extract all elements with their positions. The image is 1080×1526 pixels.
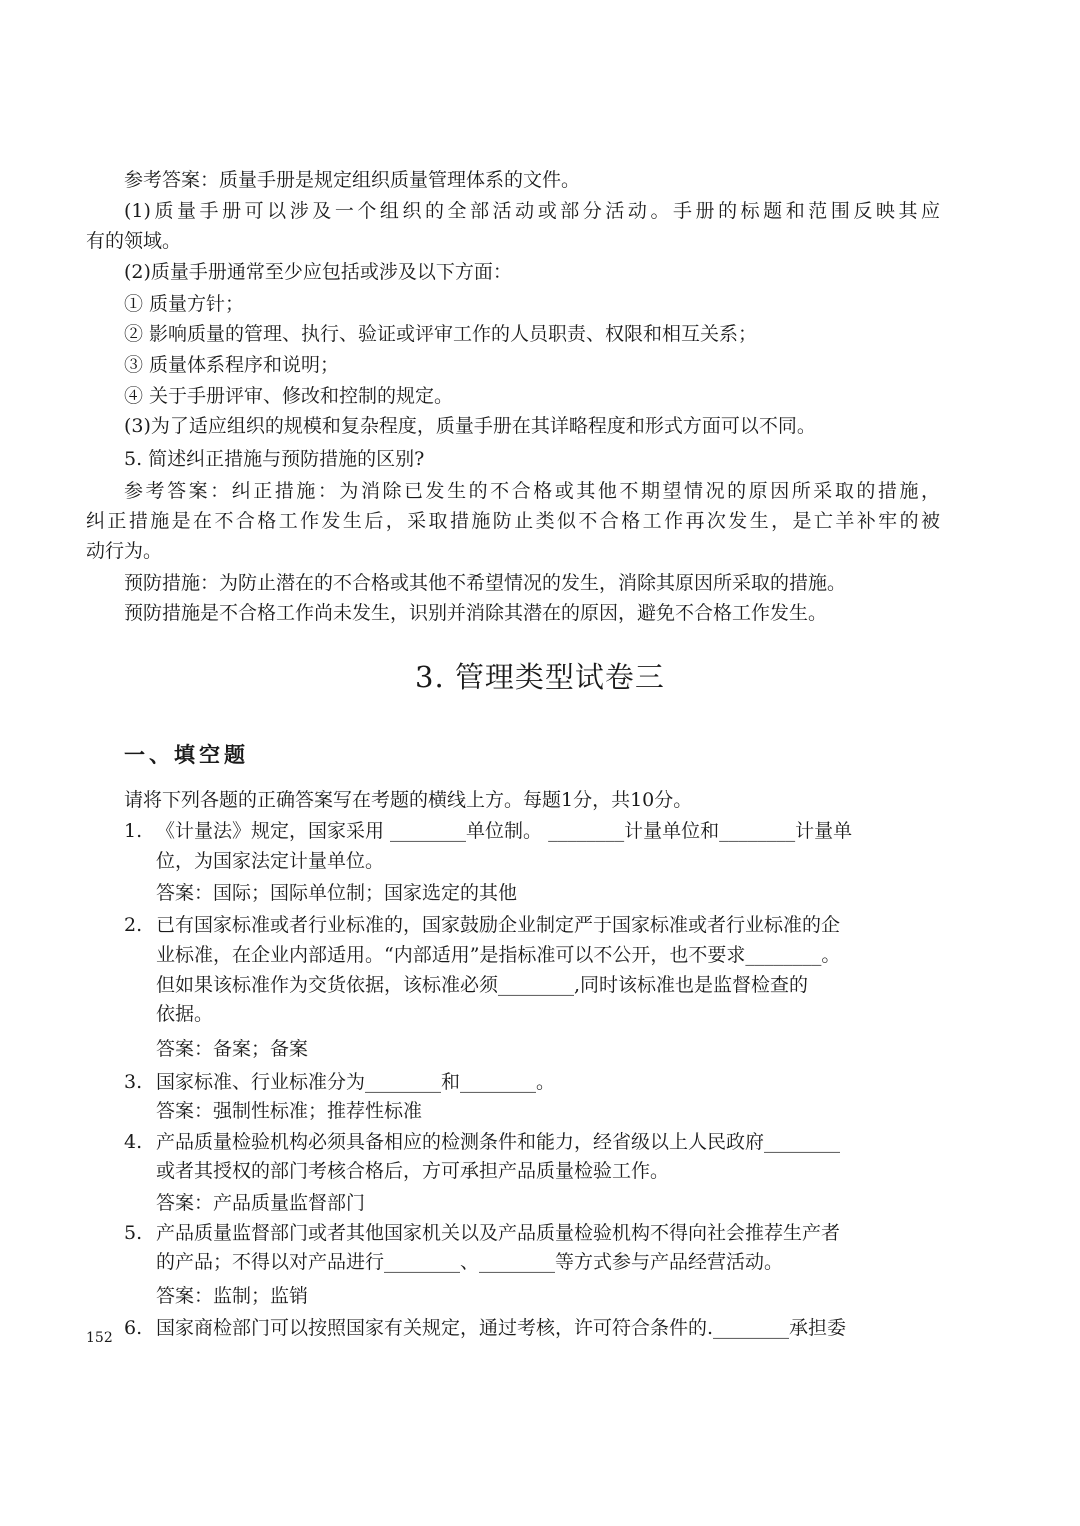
- question-text: 产品质量监督部门或者其他国家机关以及产品质量检验机构不得向社会推荐生产者: [156, 1222, 841, 1244]
- question-5-prev: 5. 简述纠正措施与预防措施的区别?: [124, 448, 425, 470]
- question-number: 2.: [124, 914, 143, 936]
- question-5-line2: 的产品；不得以对产品进行________、________等方式参与产品经营活动。: [156, 1251, 784, 1273]
- question-2-answer: 答案：备案；备案: [156, 1038, 309, 1060]
- question-2-line4: 依据。: [156, 1003, 214, 1025]
- question-4: [0, 1127, 1080, 1157]
- question-5-answer: 答案：监制；监销: [156, 1285, 309, 1307]
- page-number: 152: [86, 1330, 113, 1346]
- question-number: 5.: [124, 1222, 143, 1244]
- question-text: 《计量法》规定，国家采用 ________单位制。 ________计量单位和________计量单: [156, 820, 853, 842]
- question-2: [0, 910, 1080, 940]
- sub-item-2: ② 影响质量的管理、执行、验证或评审工作的人员职责、权限和相互关系；: [124, 323, 758, 345]
- ref-answer-intro: 参考答案：质量手册是规定组织质量管理体系的文件。: [124, 169, 581, 191]
- point3: (3)为了适应组织的规模和复杂程度，质量手册在其详略程度和形式方面可以不同。: [124, 415, 816, 437]
- q5-answer-line3: 动行为。: [86, 540, 163, 562]
- question-5: [0, 1218, 1080, 1248]
- question-text: 已有国家标准或者行业标准的，国家鼓励企业制定严于国家标准或者行业标准的企: [156, 914, 841, 936]
- question-1: [0, 816, 1080, 846]
- question-text: 国家商检部门可以按照国家有关规定，通过考核，许可符合条件的.________承担委: [156, 1317, 847, 1339]
- question-text: 国家标准、行业标准分为________和________。: [156, 1071, 556, 1093]
- question-number: 6.: [124, 1317, 143, 1339]
- page-title: 3. 管理类型试卷三: [415, 660, 665, 694]
- question-number: 3.: [124, 1071, 143, 1093]
- point1-line2: 有的领域。: [86, 230, 182, 252]
- prevent-line1: 预防措施：为防止潜在的不合格或其他不希望情况的发生，消除其原因所采取的措施。: [124, 572, 847, 594]
- q5-answer-line1: 参考答案：纠正措施：为消除已发生的不合格或其他不期望情况的原因所采取的措施，: [124, 480, 940, 502]
- question-6: [0, 1313, 1080, 1343]
- sub-item-3: ③ 质量体系程序和说明；: [124, 354, 340, 376]
- question-2-line3: 但如果该标准作为交货依据，该标准必须________,同时该标准也是监督检查的: [156, 974, 809, 996]
- question-4-answer: 答案：产品质量监督部门: [156, 1192, 366, 1214]
- question-number: 4.: [124, 1131, 143, 1153]
- question-4-line2: 或者其授权的部门考核合格后，方可承担产品质量检验工作。: [156, 1160, 670, 1182]
- point2: (2)质量手册通常至少应包括或涉及以下方面：: [124, 261, 512, 283]
- question-1-answer: 答案：国际；国际单位制；国家选定的其他: [156, 882, 518, 904]
- question-1-line2: 位，为国家法定计量单位。: [156, 850, 385, 872]
- sub-item-1: ① 质量方针；: [124, 293, 245, 315]
- instructions: 请将下列各题的正确答案写在考题的横线上方。每题1分，共10分。: [124, 789, 693, 811]
- sub-item-4: ④ 关于手册评审、修改和控制的规定。: [124, 385, 454, 407]
- point1-line1: (1)质量手册可以涉及一个组织的全部活动或部分活动。手册的标题和范围反映其应: [124, 200, 940, 222]
- q5-answer-line2: 纠正措施是在不合格工作发生后，采取措施防止类似不合格工作再次发生，是亡羊补牢的被: [86, 510, 940, 532]
- section-heading: 一、填空题: [124, 742, 249, 767]
- question-number: 1.: [124, 820, 143, 842]
- question-text: 产品质量检验机构必须具备相应的检测条件和能力，经省级以上人民政府________: [156, 1131, 841, 1153]
- question-3: [0, 1067, 1080, 1097]
- question-3-answer: 答案：强制性标准；推荐性标准: [156, 1100, 423, 1122]
- prevent-line2: 预防措施是不合格工作尚未发生，识别并消除其潜在的原因，避免不合格工作发生。: [124, 602, 828, 624]
- question-2-line2: 业标准，在企业内部适用。“内部适用”是指标准可以不公开，也不要求________。: [156, 944, 841, 966]
